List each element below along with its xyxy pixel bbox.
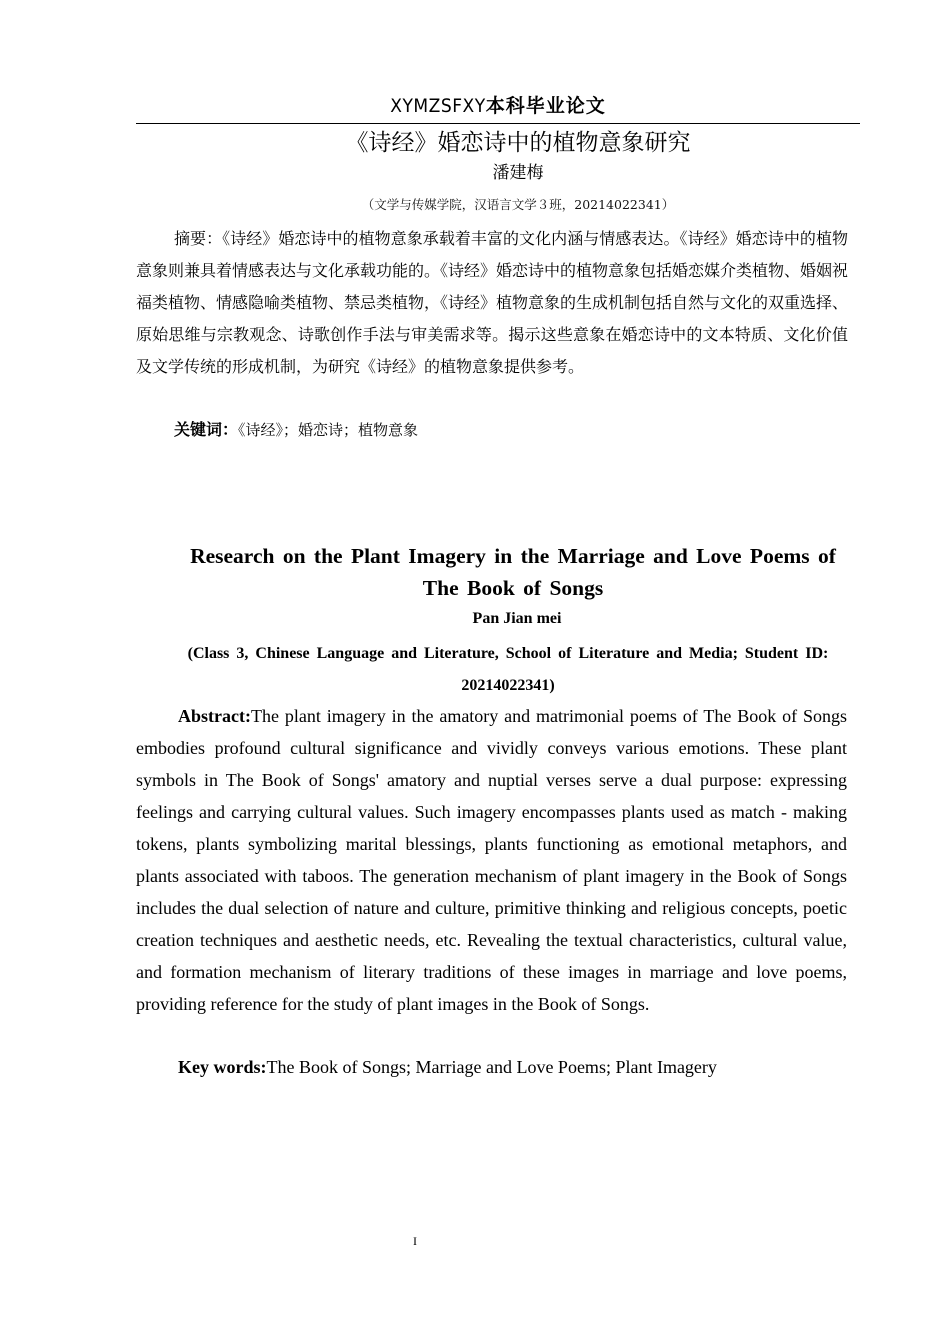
chinese-keywords-text: 《诗经》；婚恋诗；植物意象 (238, 421, 419, 439)
header-rule (136, 123, 860, 124)
chinese-keywords (136, 414, 848, 446)
english-author: Pan Jian mei (472, 610, 562, 627)
english-keywords (136, 1051, 847, 1083)
chinese-keywords-label: 关键词： (174, 420, 239, 439)
english-abstract (136, 700, 847, 1020)
running-header (136, 92, 860, 120)
chinese-abstract (136, 223, 848, 383)
english-abstract-label: Abstract: (178, 706, 251, 726)
chinese-title: 《诗经》婚恋诗中的植物意象研究 (345, 130, 691, 156)
english-title: Research on the Plant Imagery in the Marriage and Love Poems of The Book of Songs (190, 544, 836, 600)
chinese-affiliation: （文学与传媒学院，汉语言文学３班，20214022341） (361, 197, 675, 212)
header-code: XYMZSFXY (390, 95, 486, 117)
chinese-abstract-text: 《诗经》婚恋诗中的植物意象承载着丰富的文化内涵与情感表达。《诗经》婚恋诗中的植物意象则兼具着情感表达与文化承载功能的。《诗经》婚恋诗中的植物意象包括婚恋媒介类植物、婚姻祝福类植物、情感隐喻类植物、禁忌类植物，《诗经》植物意象的生成机制包括自然与文化的双重选择、原始思维与宗教观念、诗歌创作手法与审美需求等。揭示这些意象在婚恋诗中的文本特质、文化价值及文学传统的形成机制，为研究《诗经》的植物意象提供参考。 (136, 229, 849, 376)
chinese-author: 潘建梅 (492, 163, 544, 183)
english-keywords-label: Key words: (178, 1057, 267, 1077)
page-number: I (413, 1234, 417, 1248)
english-affiliation: (Class 3, Chinese Language and Literature, School of Literature and Media; Student ID: 20214022341) (187, 645, 829, 694)
english-abstract-text: The plant imagery in the amatory and matrimonial poems of The Book of Songs embodies profound cultural significance and vividly conveys various emotions. These plant symbols in The Book of Songs' amatory and nuptial verses serve a dual purpose: expressing feelings and carrying cultural values. Such imagery encompasses plants used as match - making tokens, plants symbolizing marital blessings, plants functioning as emotional metaphors, and plants associated with taboos. The generation mechanism of plant imagery in the Book of Songs includes the dual selection of nature and culture, primitive thinking and religious concepts, poetic creation techniques and aesthetic needs, etc. Revealing the textual characteristics, cultural value, and formation mechanism of literary traditions of these images in marriage and love poems, providing reference for the study of plant images in the Book of Songs. (136, 706, 847, 1014)
english-keywords-text: The Book of Songs; Marriage and Love Poems; Plant Imagery (266, 1057, 717, 1077)
chinese-abstract-label: 摘要： (174, 229, 223, 248)
header-thesis-label: 本科毕业论文 (485, 95, 606, 117)
